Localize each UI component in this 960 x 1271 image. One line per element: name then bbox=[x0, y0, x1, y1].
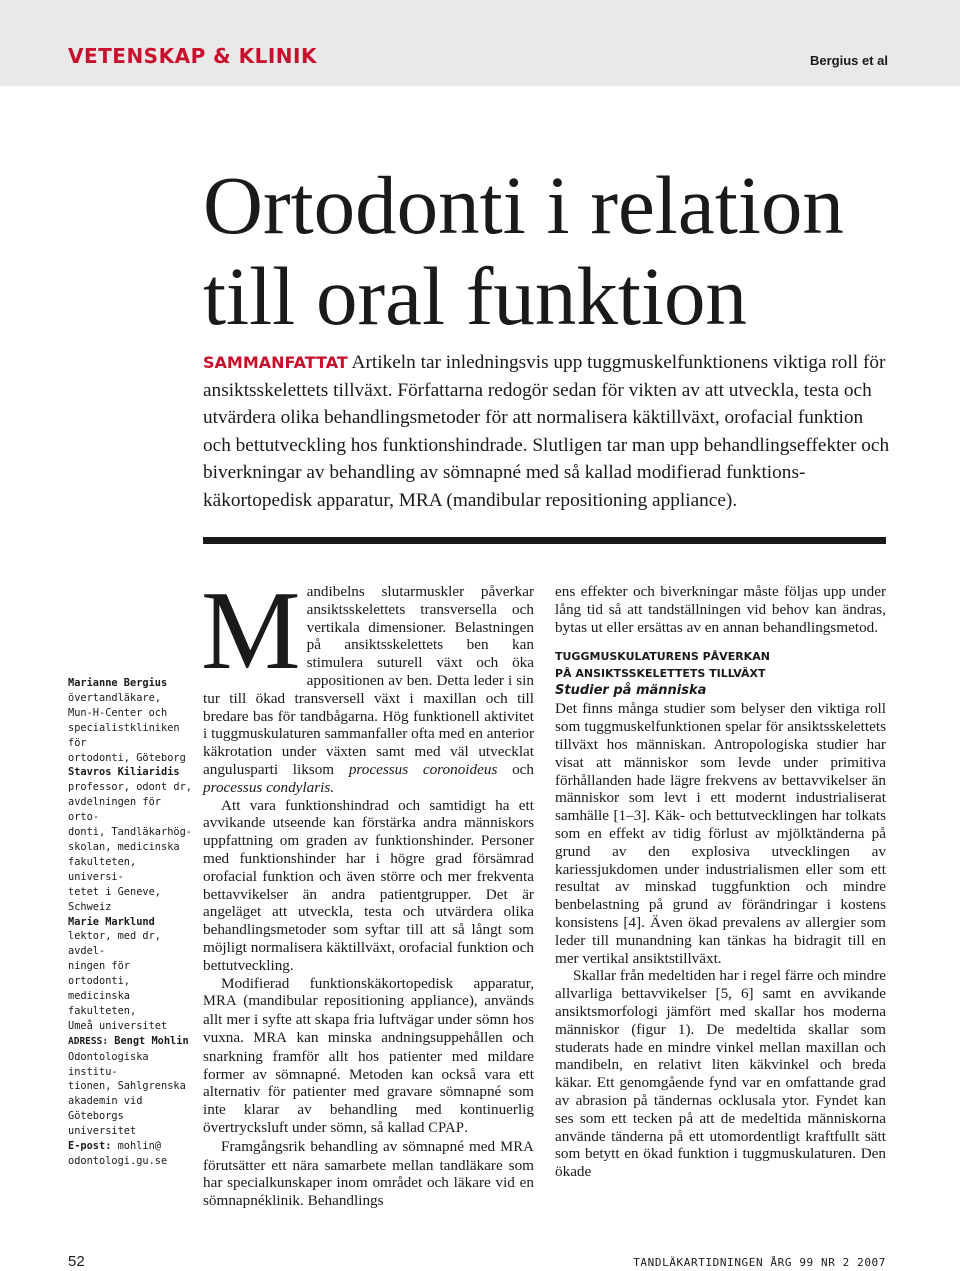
author-3-affil: lektor, med dr, avdel- bbox=[68, 930, 161, 958]
heading-line: PÅ ANSIKTSSKELETTETS TILLVÄXT bbox=[555, 667, 766, 681]
abbreviation: MRA bbox=[500, 1138, 534, 1155]
paragraph: ens effekter och biverkningar måste följas upp under lång tid så att tandställningen vid behov kan ändras, bytas ut eller ersättas av en annan behandlingsmetod. bbox=[555, 583, 886, 636]
email-part[interactable]: odontologi.gu.se bbox=[68, 1155, 168, 1167]
author-3-affil: Umeå universitet bbox=[68, 1019, 168, 1032]
author-3-name: Marie Marklund bbox=[68, 915, 155, 928]
author-2-affil: tetet i Geneve, Schweiz bbox=[68, 885, 161, 913]
author-2-affil: fakulteten, universi- bbox=[68, 855, 137, 883]
abstract-text: Artikeln tar inledningsvis upp tuggmuskelfunktionens viktiga roll för ansiktsskelettets tillväxt. Författarna redogör sedan för vikten av att utveckla, testa och utvärdera olika behandlingsmetoder för att normalisera käktillväxt, orofacial funktion och bettutveckling hos funktionshindrade. Slutligen tar man upp behandlingseffekter och biverkningar av behandling av sömnapné med så kallad modifierad funktionskäkortopedisk apparatur, MRA (mandibular repositioning appliance). bbox=[203, 352, 890, 511]
author-1-affil: specialistkliniken för bbox=[68, 721, 180, 749]
author-info bbox=[68, 676, 198, 1169]
author-2-affil: avdelningen för orto- bbox=[68, 796, 161, 824]
address-label: ADRESS: bbox=[68, 1035, 109, 1047]
section-rule bbox=[203, 537, 886, 544]
italic-term: processus condylaris. bbox=[203, 778, 335, 796]
section-label: VETENSKAP & KLINIK bbox=[68, 44, 317, 68]
text: . bbox=[464, 1118, 469, 1136]
text: och bbox=[497, 760, 534, 778]
abstract-kicker: SAMMANFATTAT bbox=[203, 353, 348, 372]
paragraph: Skallar från medeltiden har i regel färre och mindre allvarliga bettavvikelser [5, 6] samt en avvikande ansiktsmorfologi jämfört med skallar hos moderna människor (figur 1). De medeltida skallar som studerats hade en mindre vinkel mellan maxillan och mandibeln, en relativt liten käkvinkel och breda käkar. Ett genomgående fynd var en omfattande grad av abrasion på tändernas ocklusala ytor. Fyndet kan ses som ett tecken på att de medeltida människorna använde tänderna på ett utomordentligt kraftfullt sätt som betytt en ökad funktion i tuggmuskulaturen. Den ökade bbox=[555, 967, 886, 1181]
address-name: Bengt Mohlin bbox=[114, 1034, 189, 1047]
author-2-name: Stavros Kiliaridis bbox=[68, 766, 180, 779]
author-2-affil: donti, Tandläkarhög- bbox=[68, 826, 192, 839]
drop-cap: M bbox=[201, 569, 301, 693]
address-detail: Odontologiska institu- bbox=[68, 1050, 149, 1078]
author-3-affil: ningen för ortodonti, bbox=[68, 960, 130, 988]
paragraph: Att vara funktionshindrad och samtidigt ha ett avvikande utseende kan förstärka andra människors uppfattning om graden av funktionshinder. Personer med funktionshinder har i högre grad försämrad orofacial funktion och även större och mer frekventa bettavvikelser än andra patientgrupper. Det är angeläget att utveckla, testa och utvärdera olika behandlingsmetoder som syftar till att så långt som möjligt normalisera käktillväxt, orofacial funktion och bettutveckling. bbox=[203, 796, 534, 974]
text: (mandibular repositioning appliance), används allt mer i syfte att skapa fria luftvägar under sömn hos vuxna. bbox=[203, 992, 534, 1046]
text: förutsätter ett nära samarbete mellan tandläkare som har specialkunskaper inom området och läkare vid en sömnapnéklinik. Behandlings bbox=[203, 1156, 534, 1210]
text: Framgångsrik behandling av sömnapné med bbox=[221, 1137, 501, 1155]
subsection-heading: Studier på människa bbox=[555, 683, 707, 699]
address-detail: universitet bbox=[68, 1125, 137, 1138]
paragraph: Det finns många studier som belyser den viktiga roll som tuggmuskelfunktionen spelar för ansiktsskelettets tillväxt hos människan. Antropologiska studier har visat att människor som levde under primitiva förhållanden hade lägre frekvens av bettavvikelser än människor som levt i ett modernt industrialiserat samhälle [1–3]. Käk- och bettutvecklingen har tolkats som en effekt av tidig förlust av mjölktänderna på grund av den explosiva utvecklingen av kariessjukdomen under industrialismen eller som ett resultat av minskad tuggfunktion och mindre benbelastning på grund av förändringar i kostens konsistens [4]. Även ökad prevalens av allergier som leder till munandning kan tänkas ha bidragit till en mer vertikal ansiktstillväxt. bbox=[555, 700, 886, 967]
running-author: Bergius et al bbox=[809, 53, 888, 68]
author-3-affil: medicinska fakulteten, bbox=[68, 990, 137, 1017]
body-column-1 bbox=[201, 569, 535, 1210]
text: andibelns slutarmuskler påverkar ansiktsskelettets transversella och vertikala dimensioner. Belastningen på ansiktsskelettets ben kan stimulera suturell växt och öka appositionen av ben. Detta leder i sin tur till ökad transversell växt i maxillan och till bredare bas för tandbågarna. Hög funktionell aktivitet i tuggmuskulaturen sammanfaller ofta med en anterior käkrotation under växten samt med väl utvecklat angulusparti liksom bbox=[203, 583, 534, 778]
section-heading bbox=[555, 648, 886, 682]
abbreviation: MRA bbox=[253, 1029, 288, 1046]
italic-term: processus coronoideus bbox=[348, 760, 498, 778]
paragraph bbox=[203, 1138, 534, 1210]
address-detail: tionen, Sahlgrenska bbox=[68, 1080, 186, 1093]
address-detail: akademin vid Göteborgs bbox=[68, 1095, 143, 1123]
journal-footer: TANDLÄKARTIDNINGEN ÅRG 99 NR 2 2007 bbox=[633, 1256, 886, 1269]
text: kan minska andningsuppehållen och snarkning framför allt hos patienter med mildare former av sömnapné. Metoden kan också vara ett alternativ för patienter med gravare sömnapné som inte klarar av behandling med kontinuerlig övertrycksluft under sömn, så kallad bbox=[203, 1028, 535, 1136]
author-2-affil: skolan, medicinska bbox=[68, 840, 180, 853]
heading-line: TUGGMUSKULATURENS PÅVERKAN bbox=[555, 650, 770, 664]
text: Modifierad funktionskäkortopedisk apparatur, bbox=[221, 974, 534, 992]
abbreviation: CPAP bbox=[428, 1119, 465, 1136]
body-column-2 bbox=[555, 583, 886, 1181]
article-title bbox=[203, 160, 923, 342]
author-1-affil: ortodonti, Göteborg bbox=[68, 751, 186, 764]
author-1-affil: övertandläkare, bbox=[68, 691, 161, 704]
author-1-affil: Mun-H-Center och bbox=[68, 706, 168, 719]
title-line-1: Ortodonti i relation bbox=[203, 159, 844, 251]
author-2-affil: professor, odont dr, bbox=[68, 781, 192, 794]
header-band bbox=[0, 0, 960, 86]
abbreviation: MRA bbox=[203, 993, 237, 1010]
address-line bbox=[68, 1034, 198, 1050]
paragraph bbox=[203, 975, 534, 1138]
email-line bbox=[68, 1139, 198, 1154]
email-label: E-post: bbox=[68, 1140, 112, 1153]
page-number: 52 bbox=[68, 1253, 85, 1270]
abstract bbox=[203, 349, 893, 514]
paragraph bbox=[201, 569, 534, 797]
author-1-name: Marianne Bergius bbox=[68, 677, 168, 689]
title-line-2: till oral funktion bbox=[203, 250, 748, 342]
email-part[interactable]: mohlin@ bbox=[117, 1140, 162, 1153]
